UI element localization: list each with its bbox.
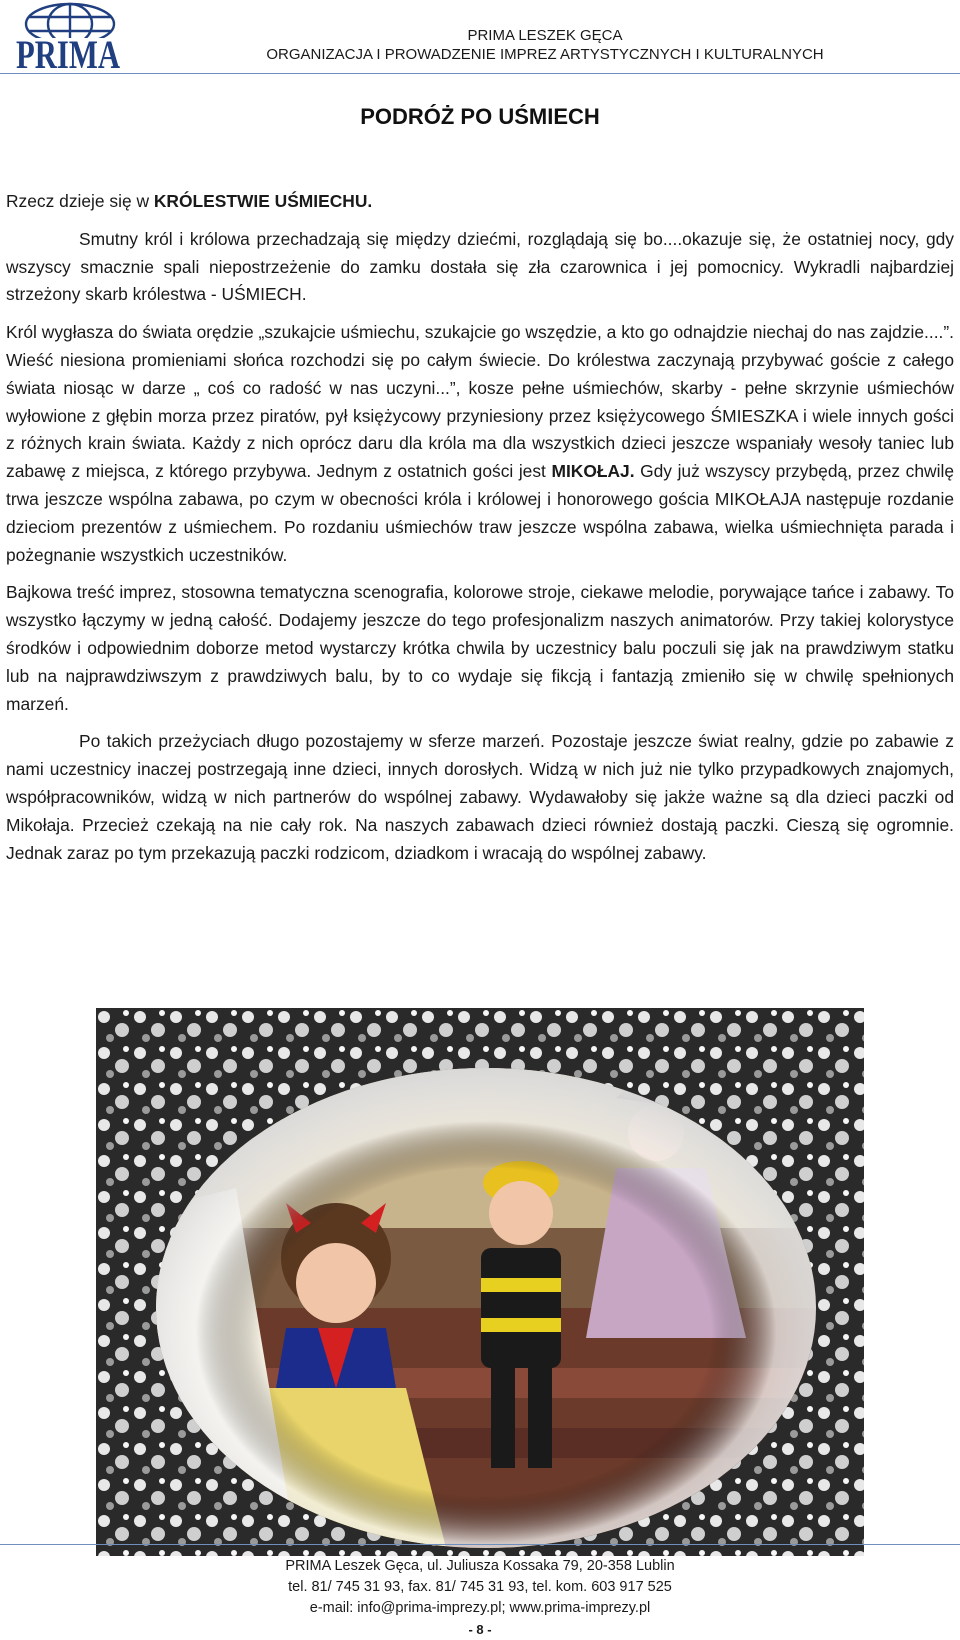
article-body [6, 188, 954, 867]
prima-logo [8, 2, 124, 77]
paragraph-dreams: Po takich przeżyciach długo pozostajemy w sferze marzeń. Pozostaje jeszcze świat realny, gdzie po zabawie z nami uczestnicy inaczej postrzegają inne dzieci, innych dorosłych. Widzą w nich już nie tylko przypadkowych znajomych, współpracowników, widzą w nich partnerów do wspólnej zabawy. Wydawałoby się jakże ważne są dla dzieci paczki od Mikołaja. Przecież czekają na nie cały rok. Na naszych zabawach dzieci również dostają paczki. Cieszą się ogromnie. Jednak zaraz po tym przekazują paczki rodzicom, dziadkom i wracają do wspólnej zabawy. [6, 731, 954, 863]
footer-address: PRIMA Leszek Gęca, ul. Juliusza Kossaka 79, 20-358 Lublin [285, 1558, 675, 1574]
header-divider [0, 73, 960, 74]
company-name: PRIMA LESZEK GĘCA [467, 27, 623, 44]
company-tagline: ORGANIZACJA I PROWADZENIE IMPREZ ARTYSTYCZNYCH I KULTURALNYCH [266, 46, 824, 63]
paragraph-content: Bajkowa treść imprez, stosowna tematyczna scenografia, kolorowe stroje, ciekawe melodie, porywające tańce i zabawy. To wszystko łączymy w jedną całość. Dodajemy jeszcze do tego profesjonalizm naszych animatorów. Przy takiej kolorystyce środków i odpowiednim doborze metod wystarczy krótka chwila by uczestnicy balu poczuli się jak na prawdziwym statku lub na najprawdziwszym z prawdziwych balu, by to co wydaje się fikcją i fantazją zmieniło się w chwilę spełnionych marzeń. [6, 582, 954, 714]
page-number: - 8 - [468, 1622, 492, 1637]
paragraph-intro: Rzecz dzieje się w KRÓLESTWIE UŚMIECHU. [6, 191, 373, 211]
footer-divider [0, 1544, 960, 1545]
paragraph-king: Król wygłasza do świata orędzie „szukajcie uśmiechu, szukajcie go wszędzie, a kto go odnajdzie niechaj do nas zajdzie....”. Wieść niesiona promieniami słońca rozchodzi się po całym świecie. Do królestwa zaczynają przybywać goście z całego świata niosąc w darze „ coś co radość w nas uczyni...”, kosze pełne uśmiechów, skarby - pełne skrzynie uśmiechów wyłowione z głębin morza przez piratów, pył księżycowy przyniesiony przez księżycowego ŚMIESZKA i wiele innych gości z różnych krain świata. Każdy z nich oprócz daru dla króla ma dla wszystkich dzieci jeszcze wspaniały wesoły taniec lub zabawę z miejsca, z którego przybywa. Jednym z ostatnich gości jest MIKOŁAJ. Gdy już wszyscy przybędą, przez chwilę trwa jeszcze wspólna zabawa, po czym w obecności króla i królowej i honorowego gościa MIKOŁAJA następuje rozdanie dzieciom prezentów z uśmiechem. Po rozdaniu uśmiechów traw jeszcze wspólna zabawa, wielka uśmiechnięta parada i pożegnanie wszystkich uczestników. [6, 322, 955, 565]
footer-phones: tel. 81/ 745 31 93, fax. 81/ 745 31 93, tel. kom. 603 917 525 [288, 1579, 672, 1595]
letterhead [130, 26, 960, 64]
footer [0, 1556, 960, 1640]
paragraph-story: Smutny król i królowa przechadzają się między dziećmi, rozglądają się bo....okazuje się, że ostatniej nocy, gdy wszyscy smacznie spali niepostrzeżenie do zamku dostała się zła czarownica i jej pomocnicy. Wykradli najbardziej strzeżony skarb królestwa - UŚMIECH. [6, 228, 954, 305]
party-photo [96, 1008, 864, 1556]
svg-text:PRIMA: PRIMA [16, 32, 121, 77]
page-title: PODRÓŻ PO UŚMIECH [360, 104, 600, 129]
footer-contact: e-mail: info@prima-imprezy.pl; www.prima-imprezy.pl [309, 1600, 651, 1616]
